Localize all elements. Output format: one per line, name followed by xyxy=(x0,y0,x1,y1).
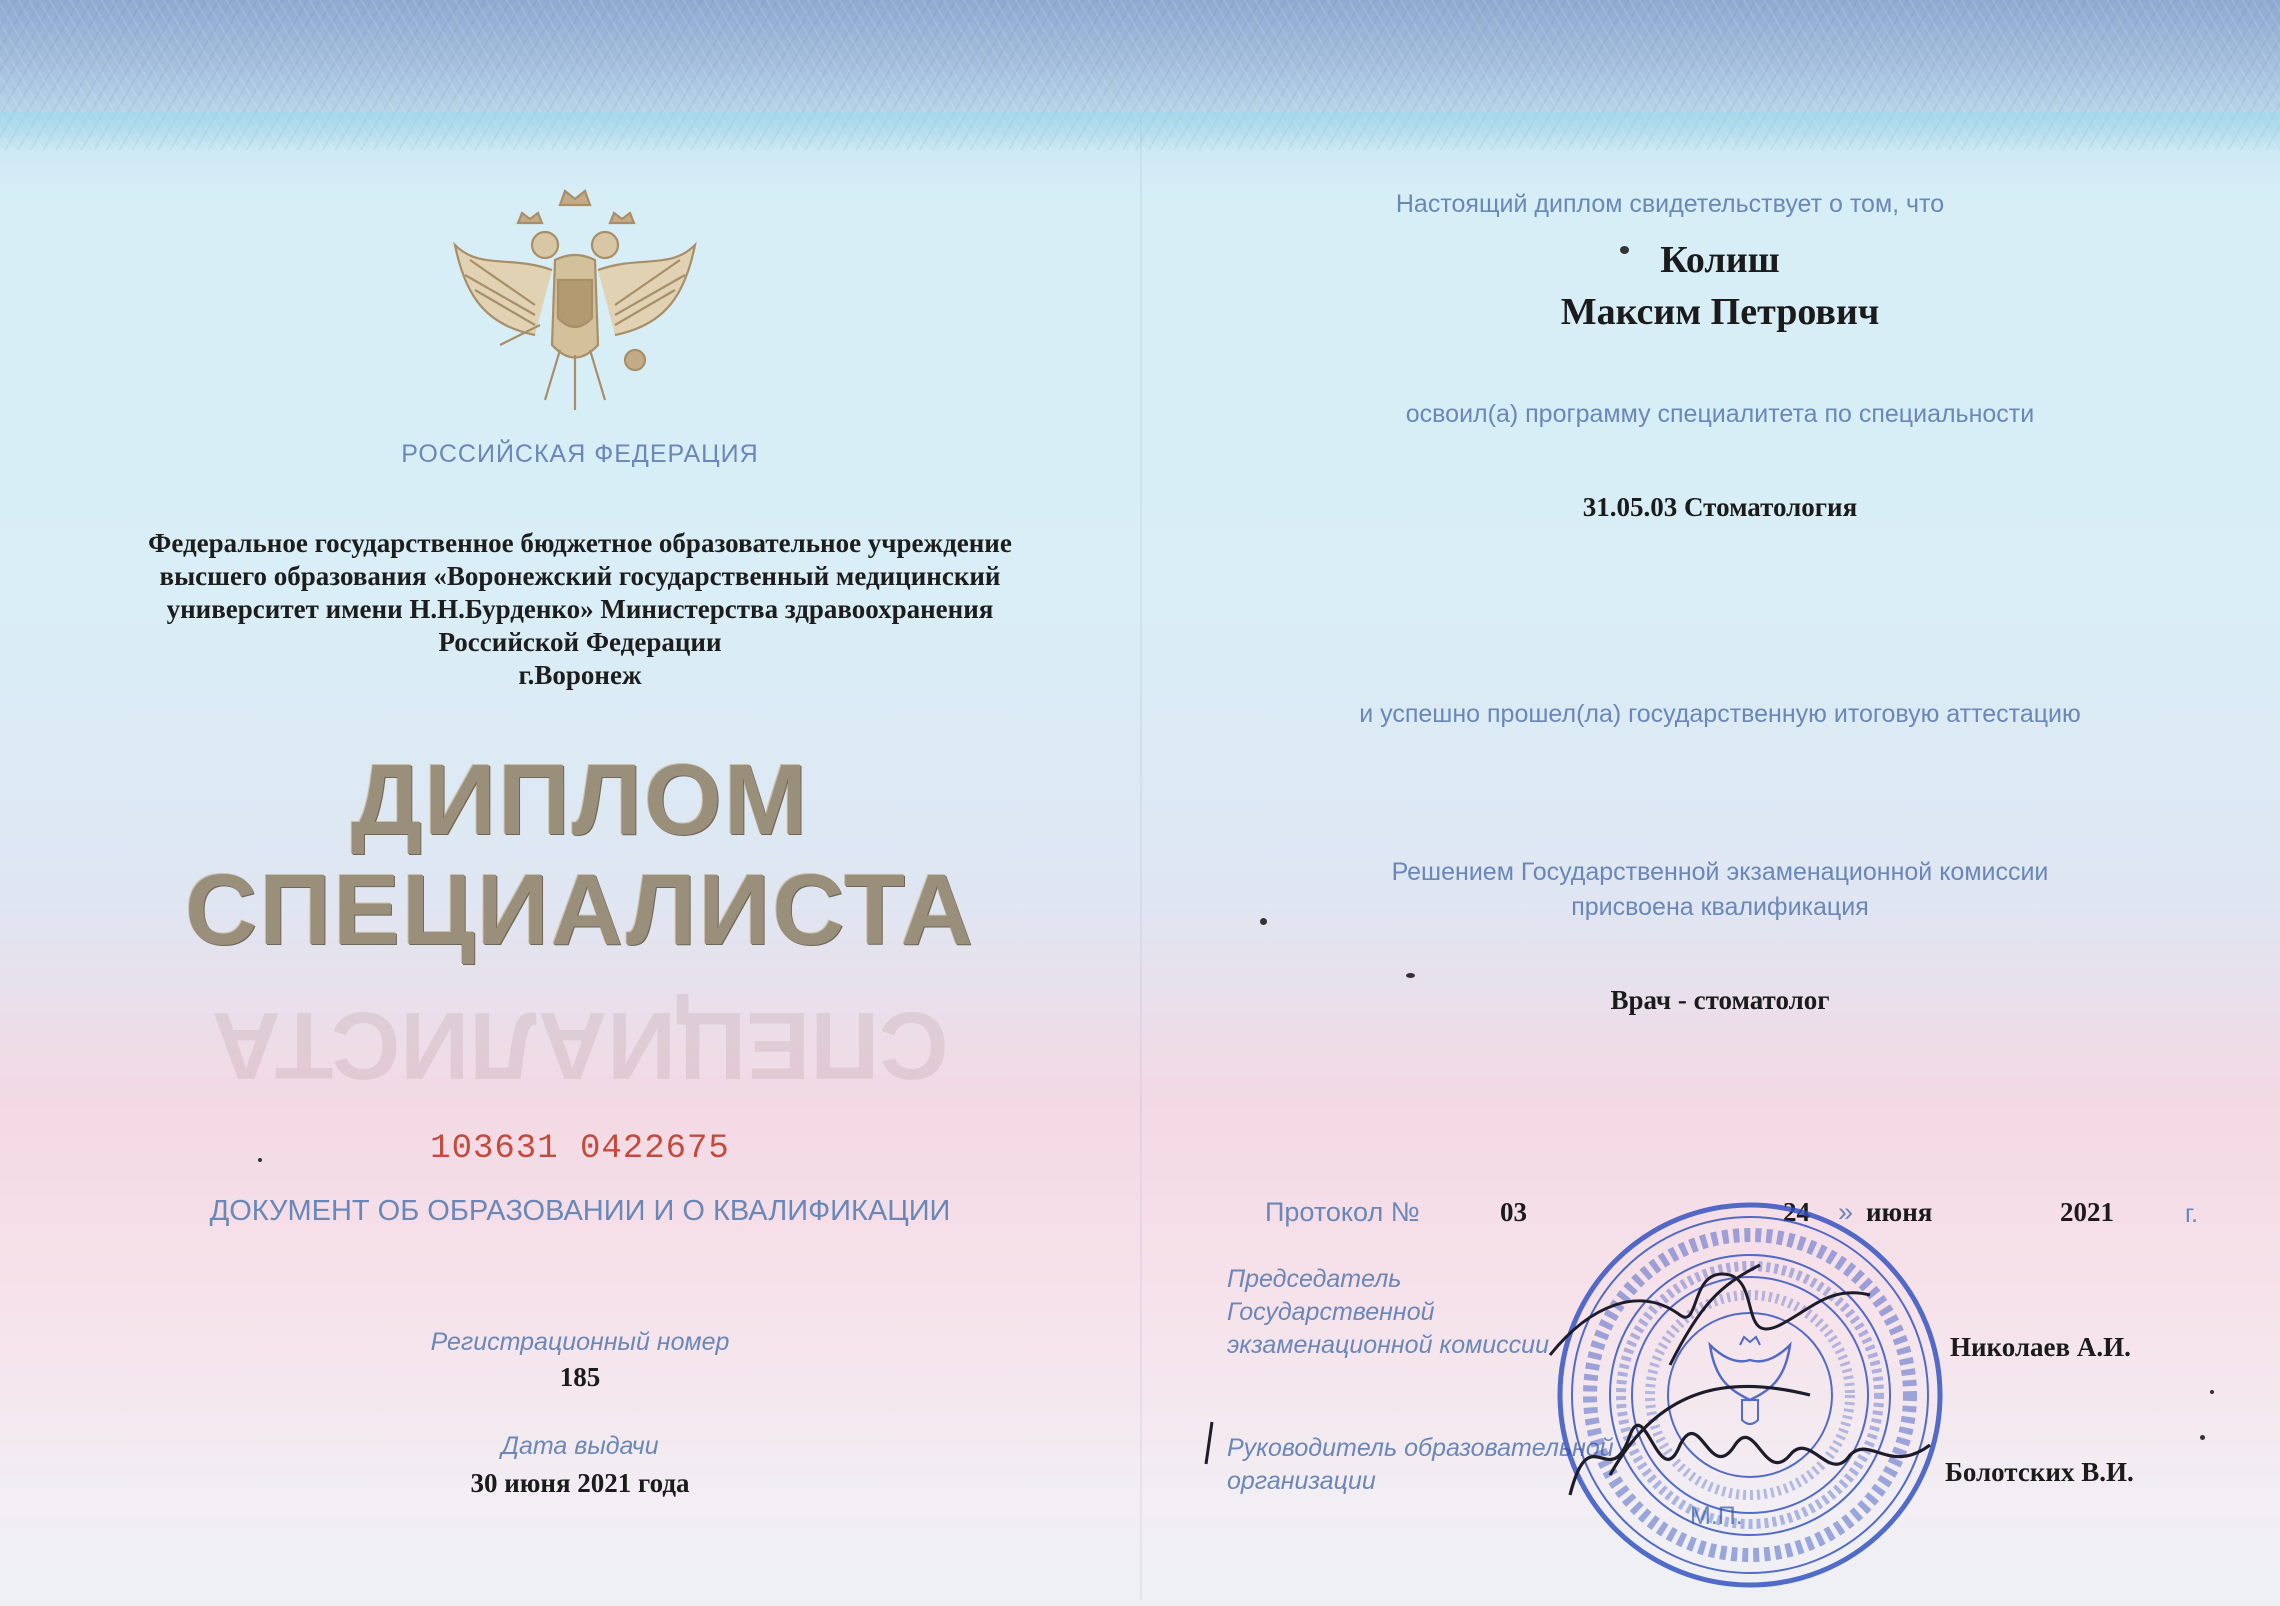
scan-fleck xyxy=(2210,1390,2214,1394)
issue-date: 30 июня 2021 года xyxy=(470,1468,690,1498)
graduate-surname: Колиш xyxy=(1660,239,1780,281)
head-signature-icon xyxy=(1550,1355,1950,1515)
institution-name xyxy=(70,527,1090,692)
scan-fleck xyxy=(1620,246,1629,254)
country-label: РОССИЙСКАЯ ФЕДЕРАЦИЯ xyxy=(401,440,759,468)
protocol-year: 2021 xyxy=(2060,1197,2114,1227)
protocol-number: 03 xyxy=(1500,1197,1527,1227)
issue-date-label: Дата выдачи xyxy=(501,1432,659,1460)
specialty: 31.05.03 Стоматология xyxy=(1582,492,1858,522)
protocol-year-suffix: г. xyxy=(2185,1200,2199,1228)
graduate-given-names: Максим Петрович xyxy=(1560,291,1880,333)
scan-fleck xyxy=(1406,973,1415,978)
scan-fleck xyxy=(1260,918,1267,925)
protocol-label: Протокол № xyxy=(1265,1197,1420,1227)
scan-fleck xyxy=(2200,1435,2205,1440)
serial-number: 103631 0422675 xyxy=(430,1130,730,1168)
pen-mark-icon xyxy=(1200,1418,1220,1468)
document-title xyxy=(100,745,1060,965)
reverse-show-through: СПЕЦИАЛИСТА xyxy=(211,992,949,1099)
commission-chair-name: Николаев А.И. xyxy=(1950,1332,2131,1362)
organization-head-name: Болотских В.И. xyxy=(1945,1457,2134,1487)
protocol-quote: » xyxy=(1838,1197,1854,1227)
registration-number-label: Регистрационный номер xyxy=(430,1328,730,1356)
scan-fleck xyxy=(258,1158,262,1162)
qualification: Врач - стоматолог xyxy=(1610,985,1830,1015)
institution-city: г.Воронеж xyxy=(518,660,642,690)
title-line-2: СПЕЦИАЛИСТА xyxy=(185,854,975,966)
document-type-label: ДОКУМЕНТ ОБ ОБРАЗОВАНИИ И О КВАЛИФИКАЦИИ xyxy=(209,1195,951,1227)
commission-decision-text: Решением Государственной экзаменационной комиссии присвоена квалификация xyxy=(1391,858,2049,921)
protocol-month: июня xyxy=(1866,1197,1933,1227)
institution-line: Федеральное государственное бюджетное образовательное учреждение xyxy=(148,528,1012,558)
institution-line: высшего образования «Воронежский государственный медицинский xyxy=(159,561,1001,591)
institution-line: Российской Федерации xyxy=(438,627,722,657)
russian-coat-of-arms-icon xyxy=(440,175,710,425)
title-line-1: ДИПЛОМ xyxy=(350,744,810,856)
registration-number: 185 xyxy=(559,1362,601,1392)
certifies-text: Настоящий диплом свидетельствует о том, что xyxy=(1395,190,1945,218)
commission-chair-label: Председатель Государственной экзаменационной комиссии xyxy=(1227,1265,1549,1359)
stamp-place-mark: М.П. xyxy=(1690,1502,1743,1530)
program-mastered-text: освоил(а) программу специалитета по специальности xyxy=(1405,400,2035,428)
institution-line: университет имени Н.Н.Бурденко» Министерства здравоохранения xyxy=(166,594,994,624)
protocol-day: 24 xyxy=(1783,1197,1810,1227)
center-fold xyxy=(1140,120,1142,1600)
organization-head-label: Руководитель образовательной организации xyxy=(1227,1434,1614,1495)
attestation-passed-text: и успешно прошел(ла) государственную итоговую аттестацию xyxy=(1359,700,2081,728)
